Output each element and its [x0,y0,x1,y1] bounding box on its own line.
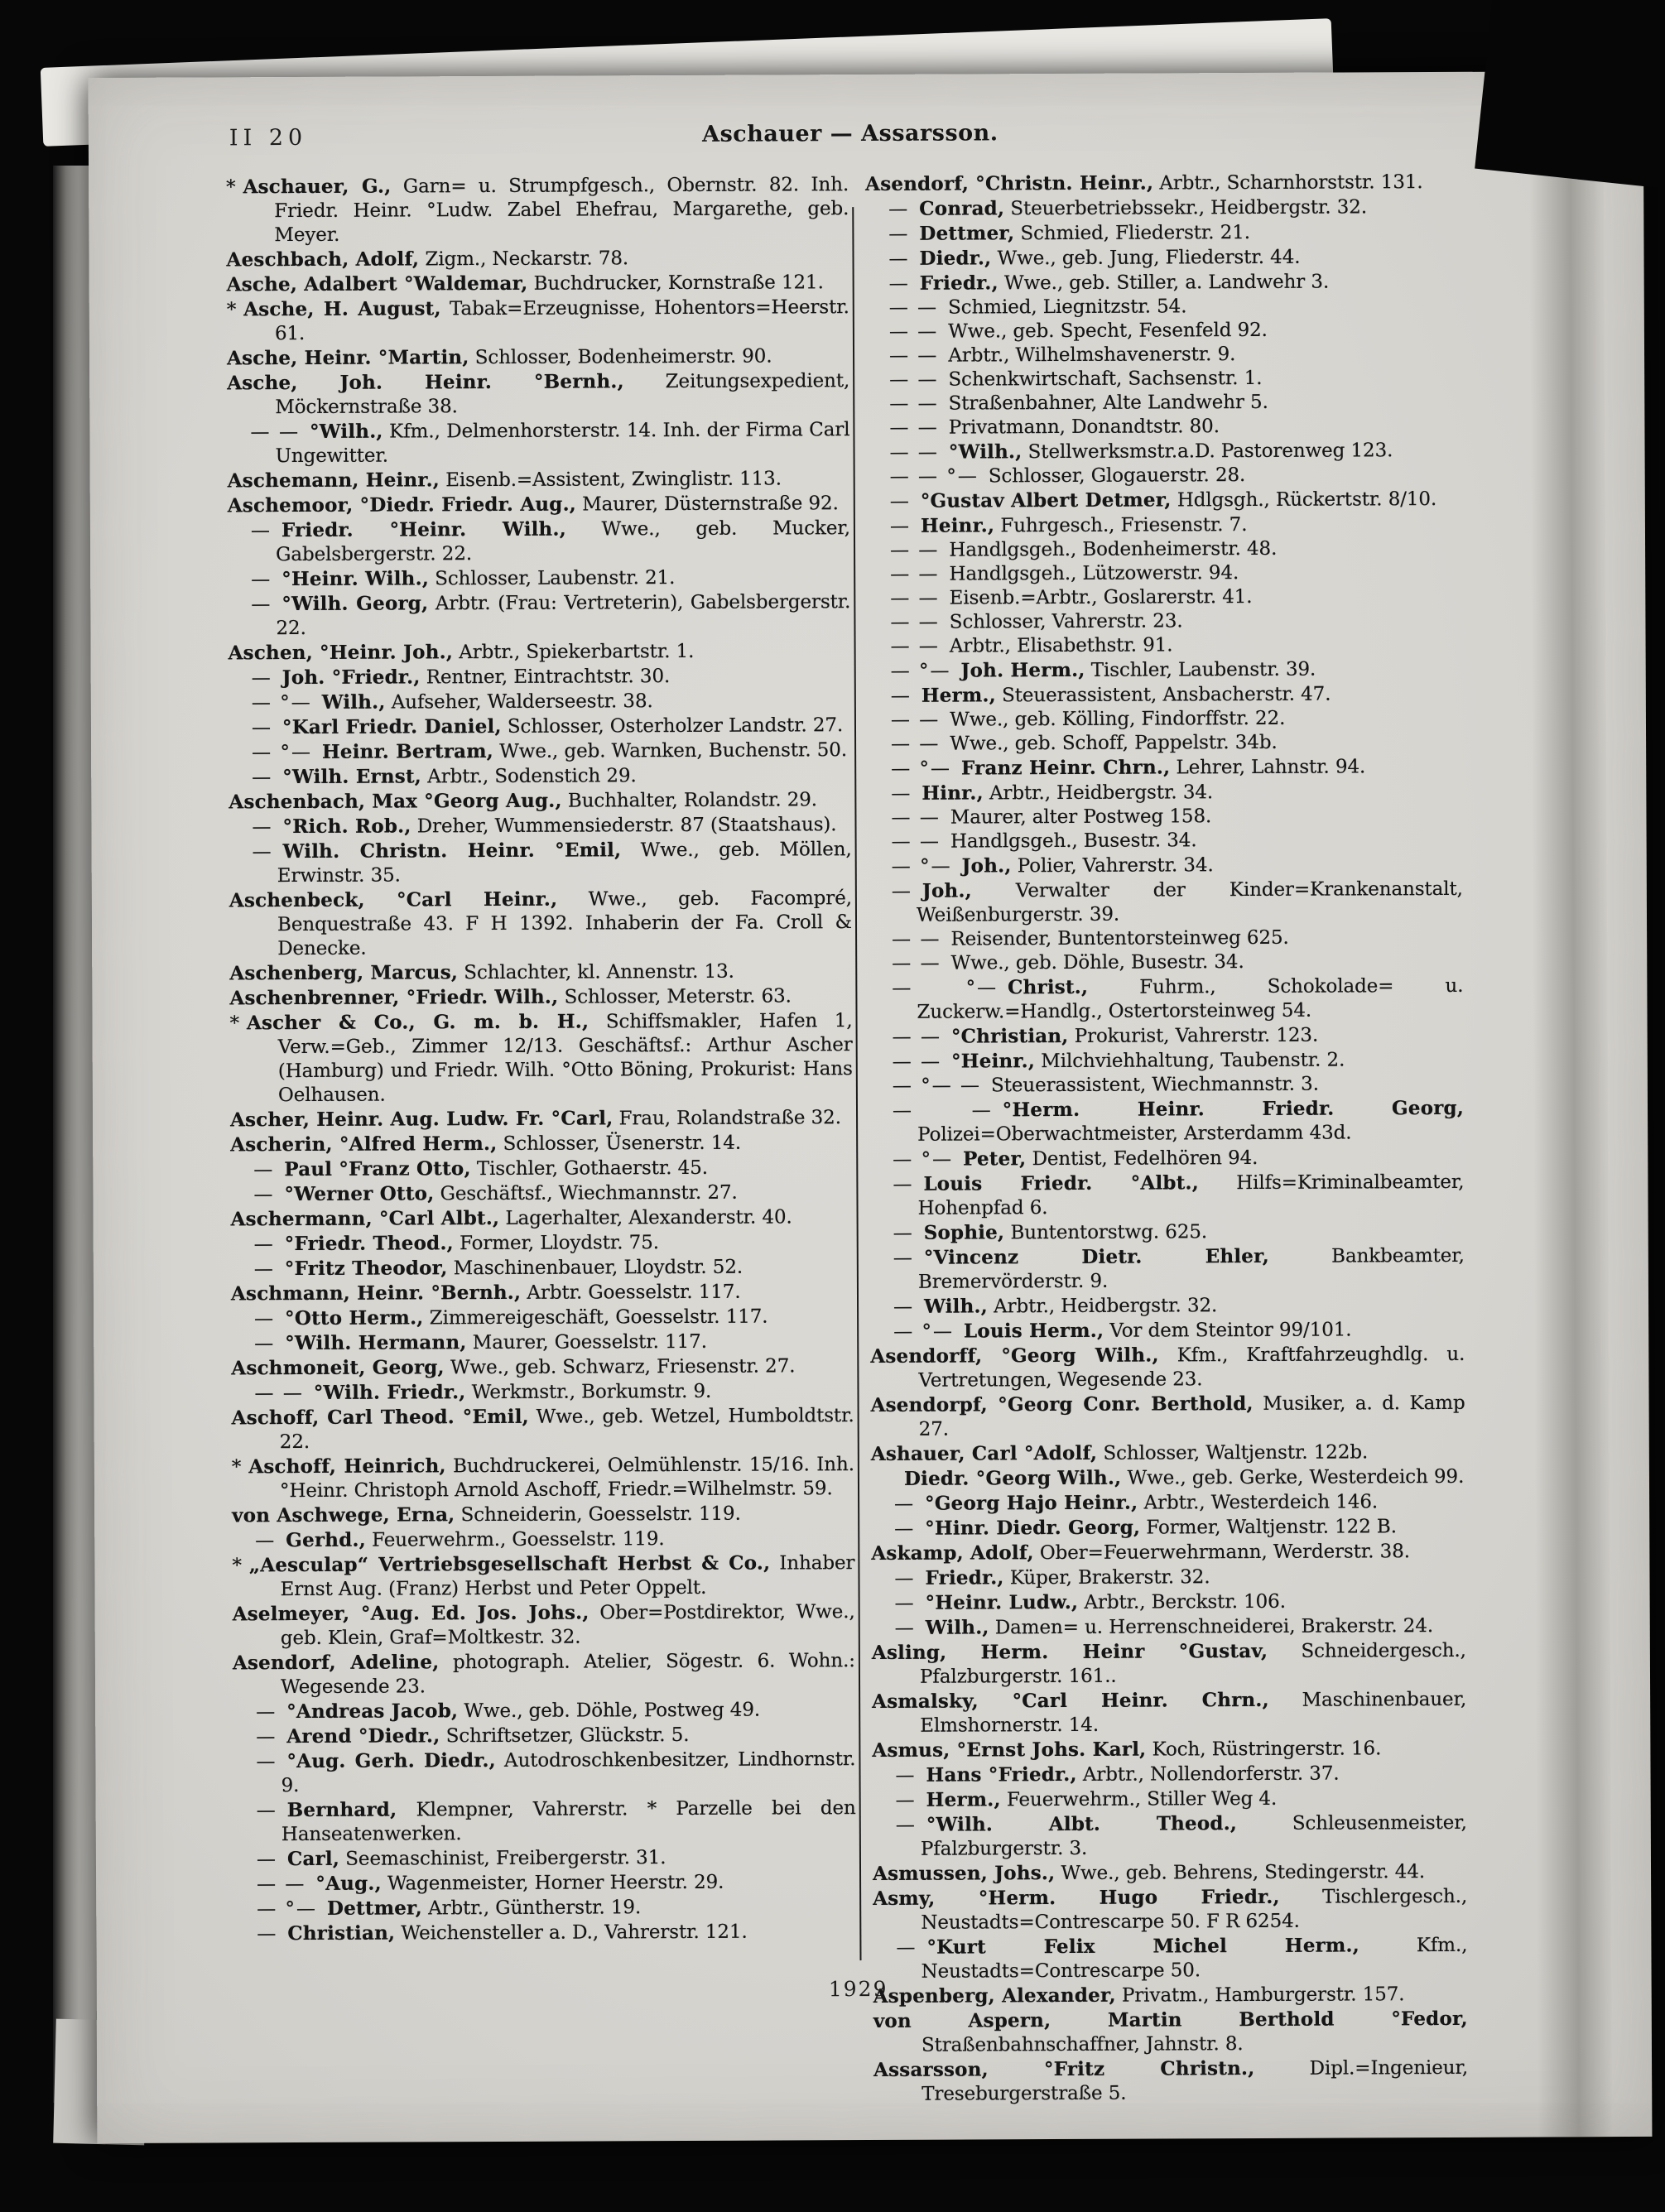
directory-entry: — Carl, Seemaschinist, Freibergerstr. 31. [256,1847,666,1871]
page-signature: II 20 [229,124,308,151]
directory-entry: — °Fritz Theodor, Maschinenbauer, Lloydstr. 52. [253,1256,743,1281]
directory-column-left [226,172,856,1946]
directory-entry: Asendorpf, °Georg Conr. Berthold, Musiker, a. d. Kamp 27. [870,1392,1465,1440]
directory-entry: — Hinr., Arbtr., Heidbergstr. 34. [891,781,1214,805]
directory-entry: — — °Herm. Heinr. Friedr. Georg, Polizei=Oberwachtmeister, Arsterdamm 43d. [892,1096,1465,1146]
directory-entry: von Aspern, Martin Berthold °Fedor, Straßenbahnschaffner, Jahnstr. 8. [873,2007,1468,2056]
directory-entry: — °— Louis Herm., Vor dem Steintor 99/101. [893,1319,1352,1343]
running-head: Aschauer — Assarsson. [702,120,999,147]
directory-entry: — Heinr., Fuhrgesch., Friesenstr. 7. [889,514,1248,537]
directory-entry: — — Wwe., geb. Kölling, Findorffstr. 22. [890,707,1286,731]
directory-entry: — Dettmer, Schmied, Fliederstr. 21. [888,221,1251,245]
directory-entry: Aschemann, Heinr., Eisenb.=Assistent, Zwinglistr. 113. [227,468,782,493]
directory-entry: Asche, Adalbert °Waldemar, Buchdrucker, Kornstraße 121. [226,272,824,296]
directory-entry: — °— Joh. Herm., Tischler, Laubenstr. 39. [890,658,1316,682]
directory-entry: — Friedr., Wwe., geb. Stiller, a. Landwehr 3. [888,271,1330,295]
directory-entry: Diedr. °Georg Wilh., Wwe., geb. Gerke, Westerdeich 99. [903,1465,1465,1490]
directory-entry: Asche, Heinr. °Martin, Schlosser, Bodenheimerstr. 90. [226,345,772,370]
directory-entry: — Joh. °Friedr., Rentner, Eintrachtstr. 30. [251,666,671,690]
directory-entry: — Bernhard, Klempner, Vahrerstr. * Parzelle bei den Hanseatenwerken. [256,1797,856,1846]
directory-entry: — Wilh. Christn. Heinr. °Emil, Wwe., geb. Möllen, Erwinstr. 35. [252,839,852,887]
directory-entry: — °Rich. Rob., Dreher, Wummensiederstr. 87 (Staatshaus). [252,814,837,839]
directory-entry: Aselmeyer, °Aug. Ed. Jos. Johs., Ober=Postdirektor, Wwe., geb. Klein, Graf=Moltkestr. 32. [232,1601,855,1650]
directory-entry: Aschemoor, °Diedr. Friedr. Aug., Maurer, Düsternstraße 92. [227,493,839,517]
directory-entry: — — Arbtr., Elisabethstr. 91. [890,634,1173,657]
directory-entry: — — Schmied, Liegnitzstr. 54. [888,296,1187,319]
directory-entry: — Conrad, Steuerbetriebssekr., Heidbergstr. 32. [888,196,1368,220]
directory-entry: — °Kurt Felix Michel Herm., Kfm., Neustadts=Contrescarpe 50. [896,1934,1468,1983]
directory-entry: Aschermann, °Carl Albt., Lagerhalter, Alexanderstr. 40. [230,1206,792,1231]
directory-entry: — — Privatmann, Donandtstr. 80. [889,416,1220,439]
directory-entry: Aschmoneit, Georg, Wwe., geb. Schwarz, Friesenstr. 27. [231,1355,796,1380]
directory-entry: — Paul °Franz Otto, Tischler, Gothaerstr. 45. [253,1156,708,1181]
directory-entry: — Joh., Verwalter der Kinder=Krankenanstalt, Weißenburgerstr. 39. [891,878,1463,926]
directory-entry: — °Karl Friedr. Daniel, Schlosser, Osterholzer Landstr. 27. [251,714,844,739]
directory-entry: — °Vincenz Dietr. Ehler, Bankbeamter, Bremervörderstr. 9. [893,1244,1465,1293]
directory-entry: — Herm., Steuerassistent, Ansbacherstr. 47. [890,683,1331,707]
directory-entry: — °Gustav Albert Detmer, Hdlgsgh., Rückertstr. 8/10. [889,488,1437,512]
directory-entry: — Herm., Feuerwehrm., Stiller Weg 4. [895,1787,1278,1811]
directory-entry: Asmus, °Ernst Johs. Karl, Koch, Rüstringerstr. 16. [872,1738,1382,1762]
directory-entry: — °Hinr. Diedr. Georg, Former, Waltjenstr. 122 B. [894,1516,1397,1540]
scan-corner-shadow [1475,0,1665,195]
directory-entry: — °— Heinr. Bertram, Wwe., geb. Warnken, Buchenstr. 50. [252,739,848,764]
directory-entry: * Aschoff, Heinrich, Buchdruckerei, Oelmühlenstr. 15/16. Inh. °Heinr. Christoph Arnold Aschoff, Friedr.=Wilhelmstr. 59. [231,1454,854,1503]
directory-entry: — Friedr., Küper, Brakerstr. 32. [894,1566,1210,1589]
directory-entry: — Diedr., Wwe., geb. Jung, Fliederstr. 44. [888,246,1301,270]
directory-entry: — — Wwe., geb. Schoff, Pappelstr. 34b. [891,731,1278,755]
directory-entry: — — °Wilh., Kfm., Delmenhorsterstr. 14. Inh. der Firma Carl Ungewitter. [250,419,850,468]
directory-entry: — — Schlosser, Vahrerstr. 23. [890,610,1183,633]
directory-entry: Asmussen, Johs., Wwe., geb. Behrens, Stedingerstr. 44. [872,1861,1426,1885]
directory-entry: — °— Wilh., Aufseher, Walderseestr. 38. [251,690,653,714]
directory-entry: * Asche, H. August, Tabak=Erzeugnisse, Hohentors=Heerstr. 61. [226,296,849,345]
directory-entry: — — °Wilh. Friedr., Werkmstr., Borkumstr. 9. [254,1380,712,1405]
directory-entry: — °Otto Herm., Zimmereigeschäft, Goesselstr. 117. [254,1306,768,1330]
directory-entry: Aschenbach, Max °Georg Aug., Buchhalter, Rolandstr. 29. [229,789,818,814]
directory-entry: — °Aug. Gerh. Diedr., Autodroschkenbesitzer, Lindhornstr. 9. [256,1748,856,1797]
directory-entry: * Aschauer, G., Garn= u. Strumpfgesch., Obernstr. 82. Inh. Friedr. Heinr. °Ludw. Zabel Ehefrau, Margarethe, geb. Meyer. [226,174,849,247]
directory-entry: — °— Joh., Polier, Vahrerstr. 34. [891,854,1214,878]
directory-entry: * Ascher & Co., G. m. b. H., Schiffsmakler, Hafen 1, Verw.=Geb., Zimmer 12/13. Geschäftsf.: Arthur Ascher (Hamburg) und Friedr. Wilh. °Otto Böning, Prokurist: Hans Oelhausen. [229,1010,853,1107]
directory-entry: — Hans °Friedr., Arbtr., Nollendorferstr. 37. [895,1762,1340,1786]
directory-entry: — Friedr. °Heinr. Wilh., Wwe., geb. Mucker, Gabelsbergerstr. 22. [250,517,850,566]
directory-entry: Aschenberg, Marcus, Schlachter, kl. Annenstr. 13. [229,960,734,985]
directory-entry: — °— Peter, Dentist, Fedelhören 94. [893,1147,1258,1171]
directory-entry: — °Wilh. Hermann, Maurer, Goesselstr. 117. [254,1330,707,1355]
directory-entry: — Wilh., Damen= u. Herrenschneiderei, Brakerstr. 24. [894,1615,1434,1639]
directory-entry: — °— Franz Heinr. Chrn., Lehrer, Lahnstr. 94. [891,756,1366,780]
directory-entry: — °Georg Hajo Heinr., Arbtr., Westerdeich 146. [894,1491,1379,1515]
directory-entry: — °— Dettmer, Arbtr., Güntherstr. 19. [257,1897,642,1921]
directory-entry: Askamp, Adolf, Ober=Feuerwehrmann, Werderstr. 38. [871,1541,1410,1565]
directory-entry: — Gerhd., Feuerwehrm., Goesselstr. 119. [255,1528,665,1552]
directory-entry: — °Wilh. Albt. Theod., Schleusenmeister, Pfalzburgerstr. 3. [895,1811,1467,1860]
directory-entry: Aschoff, Carl Theod. °Emil, Wwe., geb. Wetzel, Humboldtstr. 22. [231,1405,854,1454]
directory-entry: — — Straßenbahner, Alte Landwehr 5. [889,391,1268,415]
gutter-shadow [1529,71,1613,2137]
directory-entry: Ashauer, Carl °Adolf, Schlosser, Waltjenstr. 122b. [870,1441,1369,1466]
directory-entry: Aschenbrenner, °Friedr. Wilh., Schlosser, Meterstr. 63. [229,985,792,1010]
directory-entry: — °Wilh. Georg, Arbtr. (Frau: Vertreterin), Gabelsbergerstr. 22. [251,591,851,640]
directory-entry: — — °— Schlosser, Glogauerstr. 28. [889,464,1246,488]
directory-entry: Asche, Joh. Heinr. °Bernh., Zeitungsexpedient, Möckernstraße 38. [227,370,850,419]
directory-entry: — Wilh., Arbtr., Heidbergstr. 32. [893,1295,1218,1318]
directory-entry: — — Wwe., geb. Specht, Fesenfeld 92. [888,319,1268,343]
book-page [89,71,1653,2143]
page-number: 1929 [828,1976,888,2002]
directory-entry: — °— — Steuerassistent, Wiechmannstr. 3. [892,1073,1319,1097]
directory-entry: Aspenberg, Alexander, Privatm., Hamburgerstr. 157. [873,1984,1405,2008]
directory-entry: — °Wilh. Ernst, Arbtr., Sodenstich 29. [252,765,637,789]
directory-entry: — — Reisender, Buntentorsteinweg 625. [892,926,1289,950]
directory-entry: Asendorf, Adeline, photograph. Atelier, Sögestr. 6. Wohn.: Wegesende 23. [232,1650,855,1699]
directory-entry: Assarsson, °Fritz Christn., Dipl.=Ingenieur, Treseburgerstraße 5. [873,2056,1469,2105]
directory-entry: Asmalsky, °Carl Heinr. Chrn., Maschinenbauer, Elmshornerstr. 14. [872,1688,1467,1737]
directory-entry: — °Heinr. Ludw., Arbtr., Berckstr. 106. [894,1590,1286,1614]
directory-entry: — — °Christian, Prokurist, Vahrerstr. 123. [892,1024,1319,1048]
directory-entry: Aeschbach, Adolf, Zigm., Neckarstr. 78. [226,248,629,272]
directory-entry: — °Heinr. Wilh., Schlosser, Laubenstr. 21. [251,567,676,591]
directory-entry: Aschen, °Heinr. Joh., Arbtr., Spiekerbartstr. 1. [228,640,695,665]
directory-entry: * „Aesculap“ Vertriebsgesellschaft Herbst & Co., Inhaber Ernst Aug. (Franz) Herbst und Peter Oppelt. [232,1551,855,1601]
directory-entry: — Christian, Weichensteller a. D., Vahrerstr. 121. [257,1921,748,1945]
directory-entry: Ascher, Heinr. Aug. Ludw. Fr. °Carl, Frau, Rolandstraße 32. [230,1107,841,1132]
directory-entry: von Aschwege, Erna, Schneiderin, Goesselstr. 119. [232,1503,741,1527]
directory-entry: — Louis Friedr. °Albt., Hilfs=Kriminalbeamter, Hohenpfad 6. [893,1171,1465,1219]
directory-entry: Aschmann, Heinr. °Bernh., Arbtr. Goesselstr. 117. [230,1281,741,1306]
directory-entry: — °— Christ., Fuhrm., Schokolade= u. Zuckerw.=Handlg., Ostertorsteinweg 54. [892,974,1464,1023]
directory-entry: Asmy, °Herm. Hugo Friedr., Tischlergesch., Neustadts=Contrescarpe 50. F R 6254. [873,1885,1468,1934]
directory-entry: — — Wwe., geb. Döhle, Busestr. 34. [892,951,1244,974]
directory-entry: — Arend °Diedr., Schriftsetzer, Glückstr. 5. [256,1724,690,1748]
directory-entry: — — °Aug., Wagenmeister, Horner Heerstr. 29. [257,1871,724,1896]
directory-entry: Asling, Herm. Heinr °Gustav, Schneidergesch., Pfalzburgerstr. 161.. [871,1639,1466,1688]
directory-column-right [865,170,1468,2107]
directory-entry: — °Werner Otto, Geschäftsf., Wiechmannstr. 27. [253,1181,738,1206]
directory-entry: — — Schenkwirtschaft, Sachsenstr. 1. [889,367,1263,391]
directory-entry: Aschenbeck, °Carl Heinr., Wwe., geb. Facompré, Benquestraße 43. F H 1392. Inhaberin der Fa. Croll & Denecke. [229,887,853,960]
directory-entry: — °Friedr. Theod., Former, Lloydstr. 75. [253,1232,659,1256]
directory-entry: — — °Wilh., Stellwerksmstr.a.D. Pastorenweg 123. [889,440,1393,464]
directory-entry: — — Handlgsgeh., Lützowerstr. 94. [890,562,1239,585]
directory-entry: — Sophie, Buntentorstwg. 625. [893,1221,1208,1244]
directory-entry: — — Eisenb.=Arbtr., Goslarerstr. 41. [890,585,1253,609]
directory-entry: — — °Heinr., Milchviehhaltung, Taubenstr. 2. [892,1049,1345,1073]
directory-entry: Ascherin, °Alfred Herm., Schlosser, Üsenerstr. 14. [230,1132,742,1156]
directory-entry: — — Handlgsgeh., Busestr. 34. [891,830,1197,853]
directory-entry: Asendorf, °Christn. Heinr., Arbtr., Scharnhorststr. 131. [865,171,1423,196]
directory-entry: — °Andreas Jacob, Wwe., geb. Döhle, Postweg 49. [256,1699,761,1724]
directory-entry: — — Handlgsgeh., Bodenheimerstr. 48. [890,537,1278,561]
directory-entry: — — Arbtr., Wilhelmshavenerstr. 9. [888,344,1236,367]
directory-entry: Asendorff, °Georg Wilh., Kfm., Kraftfahrzeughdlg. u. Vertretungen, Wegesende 23. [870,1343,1465,1392]
directory-entry: — — Maurer, alter Postweg 158. [891,805,1212,829]
